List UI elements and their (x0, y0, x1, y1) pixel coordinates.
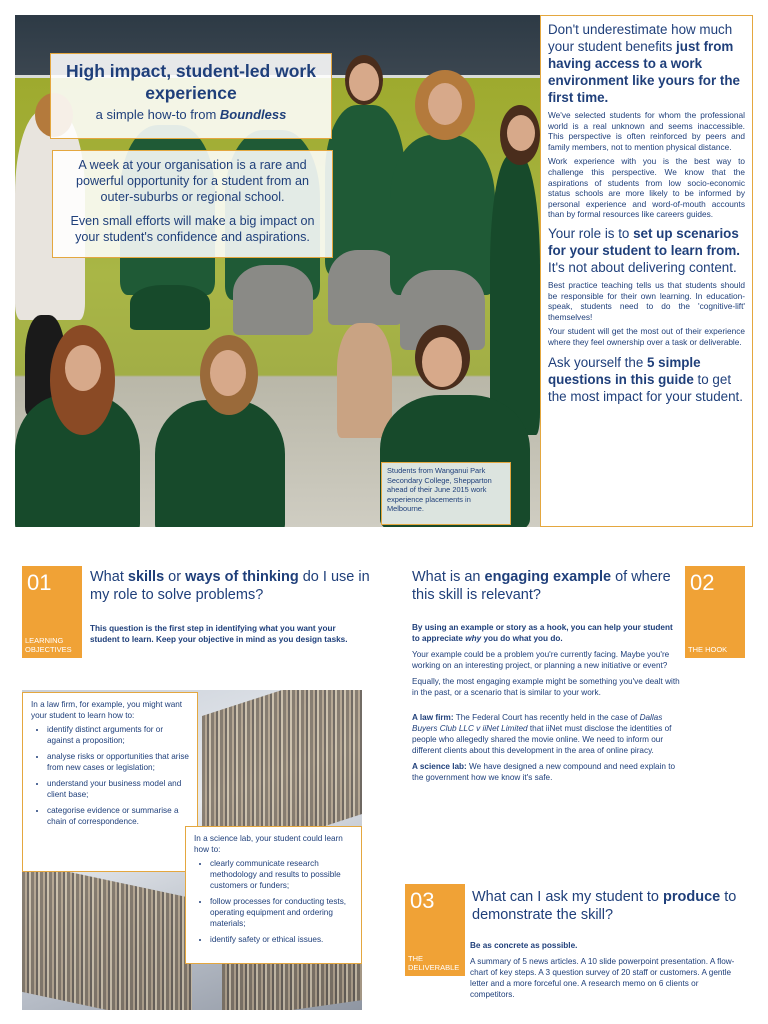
question-text: to demonstrate the skill? (472, 889, 737, 923)
question-emphasis: produce (663, 889, 721, 905)
student-shorts (233, 265, 313, 335)
section-body-01: This question is the first step in identifying what you want your student to learn. Keep your objective in mind as you design tasks. (90, 624, 348, 644)
heading-text: Your role is to (548, 225, 634, 241)
student-face (428, 83, 462, 125)
example-text: that iiNet must disclose the identities of people who allegedly shared the movie online. We need to inform our different clients about this development in the area of online piracy. (412, 724, 672, 755)
heading-text: Don't underestimate how much your student benefits (548, 22, 733, 54)
question-emphasis: engaging example (484, 569, 612, 585)
hook-paragraph: Your example could be a problem you're currently facing. Maybe you're working on an interesting project, or planning a new initiative or event? (412, 650, 670, 670)
hook-paragraph: Equally, the most engaging example might be something you've dealt with in the past, or a scenario that is similar to your work. (412, 677, 680, 697)
brand-name: Boundless (219, 107, 287, 122)
section-question-02 (412, 568, 677, 604)
section-number: 01 (27, 570, 52, 595)
question-text: What is an (412, 569, 485, 585)
example-text: The Federal Court has recently held in the case of (453, 713, 640, 722)
question-text: or (164, 569, 186, 585)
section-body-03 (470, 940, 745, 1000)
list-item: • clearly communicate research methodology and results to possible customers or funders; (210, 858, 353, 891)
science-example-intro: In a science lab, your student could learn how to: (194, 834, 343, 854)
hook-law-example (412, 712, 680, 756)
question-text: do I use in my role to solve problems? (90, 569, 370, 603)
science-example-list (194, 858, 353, 945)
section-label: LEARNING OBJECTIVES (25, 636, 72, 654)
sidebar-heading (548, 225, 745, 276)
intro-sidebar (540, 15, 753, 527)
intro-paragraph: Even small efforts will make a big impact on your student's confidence and aspirations. (70, 214, 315, 244)
heading-text: It's not about delivering content. (548, 259, 737, 275)
deliverable-paragraph: A summary of 5 news articles. A 10 slide powerpoint presentation. A flow-chart of key steps. A 3 question survey of 20 staff or customers. A gentle letter and a more forceful one. A research memo on 6 clients or competitors. (470, 957, 735, 999)
sidebar-heading (548, 21, 745, 106)
page-subtitle (51, 107, 331, 122)
case-name: Dallas Buyers Club LLC v iiNet Limited (412, 713, 663, 733)
section-label: THE DELIVERABLE (408, 954, 460, 972)
hero-title-box (50, 53, 332, 139)
law-example-list (31, 724, 189, 827)
law-example-intro: In a law firm, for example, you might want your student to learn how to: (31, 700, 183, 720)
page-title: High impact, student-led work experience (66, 61, 316, 103)
law-example-box (22, 692, 198, 872)
student-shorts (130, 285, 210, 330)
hook-lead-italic: why (465, 634, 482, 643)
hero-intro-box (52, 150, 333, 258)
heading-emphasis: set up scenarios for your student to learn from. (548, 225, 740, 258)
question-emphasis: ways of thinking (185, 569, 299, 585)
student-face (422, 337, 462, 387)
section-number: 03 (410, 888, 435, 913)
intro-paragraph: A week at your organisation is a rare and powerful opportunity for a student from an outer-suburbs or regional school. (75, 158, 310, 204)
section-question-03 (472, 888, 742, 924)
sidebar-paragraph: Best practice teaching tells us that students should be responsible for their own learning. In education-speak, students need to do the 'cognitive-lift' themselves! (548, 279, 745, 322)
hook-lead-text: you do what you do. (481, 634, 563, 643)
student-face (210, 350, 246, 396)
student-face (65, 345, 101, 391)
heading-emphasis: just from having access to a work environment like yours for the first time. (548, 39, 740, 105)
list-item: • analyse risks or opportunities that arise from new cases or legislation; (47, 751, 189, 773)
heading-text: to get the most impact for your student. (548, 371, 743, 404)
list-item: • identify distinct arguments for or against a proposition; (47, 724, 189, 746)
deliverable-lead: Be as concrete as possible. (470, 941, 578, 950)
list-item: • categorise evidence or summarise a chain of correspondence. (47, 805, 189, 827)
section-body-02 (412, 622, 680, 783)
list-item: • understand your business model and client base; (47, 778, 189, 800)
subtitle-prefix: a simple how-to from (95, 107, 220, 122)
section-label: THE HOOK (688, 645, 728, 654)
sidebar-paragraph: Your student will get the most out of their experience where they feel ownership over a task or deliverable. (548, 326, 745, 347)
student-figure (490, 155, 540, 435)
sidebar-heading (548, 354, 745, 405)
section-question-01 (90, 568, 370, 604)
section-badge-01 (22, 566, 82, 658)
list-item: • follow processes for conducting tests, operating equipment and ordering materials; (210, 896, 353, 929)
photo-caption: Students from Wanganui Park Secondary College, Shepparton ahead of their June 2015 work experience placements in Melbourne. (381, 462, 511, 525)
science-example-box (185, 826, 362, 964)
question-emphasis: skills (127, 569, 165, 585)
hook-science-example (412, 761, 680, 783)
section-badge-03 (405, 884, 465, 976)
student-legs (337, 323, 392, 438)
sidebar-paragraph: Work experience with you is the best way to challenge this perspective. We know that the aspirations of students from low socio-economic status schools are more likely to be informed by personal experience and word-of-mouth accounts than by formal resources like careers guides. (548, 156, 745, 220)
hook-lead (412, 622, 680, 644)
section-badge-02 (685, 566, 745, 658)
list-item: • identify safety or ethical issues. (210, 934, 353, 945)
heading-text: Ask yourself the (548, 354, 647, 370)
heading-emphasis: 5 simple questions in this guide (548, 354, 701, 387)
sidebar-paragraph: We've selected students for whom the professional world is a real unknown and seems inaccessible. This perspective is often reinforced by peers and family members, not to mention physical distance. (548, 110, 745, 152)
example-text: We have designed a new compound and need explain to the government how we know it's safe. (412, 762, 676, 782)
student-face (507, 115, 535, 151)
question-text: of where this skill is relevant? (412, 569, 671, 603)
student-figure (155, 400, 285, 527)
bookshelf (22, 862, 192, 1010)
student-face (349, 63, 379, 101)
hook-lead-text: By using an example or story as a hook, you can help your student to appreciate (412, 623, 673, 643)
question-text: What (90, 569, 128, 585)
section-number: 02 (690, 570, 715, 595)
question-text: What can I ask my student to (472, 889, 663, 905)
example-label: A law firm: (412, 713, 454, 722)
example-label: A science lab: (412, 762, 467, 771)
